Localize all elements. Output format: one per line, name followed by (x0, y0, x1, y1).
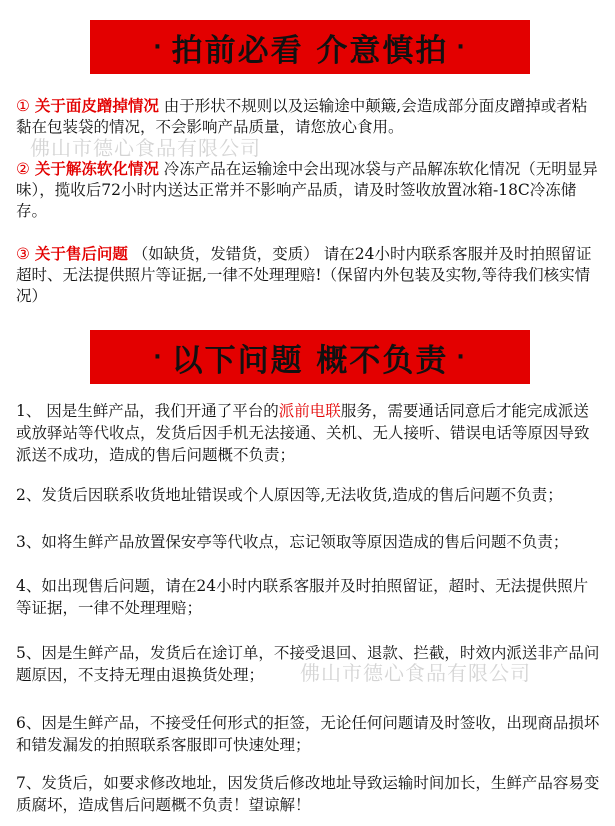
rule-item-6 (16, 712, 602, 756)
rule-text: 6、因是生鲜产品，不接受任何形式的拒签，无论任何问题请及时签收，出现商品损坏和错发漏发的拍照联系客服即可快速处理； (16, 714, 600, 754)
rule-text: 4、如出现售后问题，请在24小时内联系客服并及时拍照留证，超时、无法提供照片等证据，一律不处理理赔； (16, 577, 589, 617)
banner-title: 以下问题 概不负责 (171, 342, 449, 379)
watermark-top: 佛山市德心食品有限公司 (30, 136, 261, 160)
notice-body: 冷冻产品在运输途中会出现冰袋与产品解冻软化情况（无明显异味），揽收后72小时内送达正常并不影响产品质，请及时签收放置冰箱-18C冷冻储存。 (16, 160, 598, 220)
banner-dot-right: · (456, 344, 467, 370)
rule-item-2 (16, 484, 602, 506)
notice-number: ② (16, 160, 30, 178)
rule-text-tail: 服务，需要通话同意后才能完成派送或放驿站等代收点，发货后因手机无法接通、关机、无人接听、错误电话等原因导致派送不成功，造成的售后问题概不负责； (16, 402, 590, 464)
notice-item-1 (16, 95, 602, 138)
rule-text: 3、如将生鲜产品放置保安亭等代收点，忘记领取等原因造成的售后问题不负责； (16, 533, 569, 551)
notice-item-3 (16, 243, 602, 307)
watermark-bottom: 佛山市德心食品有限公司 (300, 661, 531, 685)
rule-item-5 (16, 642, 602, 686)
notice-heading: 关于面皮蹭掉情况 (34, 96, 159, 115)
banner-dot-left: · (153, 34, 164, 60)
banner-dot-right: · (456, 34, 467, 60)
rule-highlight: 派前电联 (278, 402, 341, 420)
banner-must-read (90, 20, 530, 74)
banner-dot-left: · (153, 344, 164, 370)
rule-text: 5、因是生鲜产品，发货后在途订单，不接受退回、退款、拦截，时效内派送非产品问题原因，不支持无理由退换货处理； (16, 644, 600, 684)
notice-item-2 (16, 158, 602, 222)
notice-body: 由于形状不规则以及运输途中颠簸,会造成部分面皮蹭掉或者粘黏在包装袋的情况，不会影响产品质量，请您放心食用。 (16, 97, 588, 136)
rule-text: 7、发货后，如要求修改地址，因发货后修改地址导致运输时间加长，生鲜产品容易变质腐坏，造成售后问题概不负责！望谅解！ (16, 774, 600, 814)
rule-item-4 (16, 575, 602, 619)
rule-item-1 (16, 400, 602, 466)
notice-heading: 关于售后问题 (34, 244, 128, 263)
rule-item-3 (16, 531, 602, 553)
notice-number: ③ (16, 245, 30, 263)
notice-number: ① (16, 97, 30, 115)
banner-title: 拍前必看 介意慎拍 (171, 32, 449, 69)
notice-body: （如缺货，发错货，变质） 请在24小时内联系客服并及时拍照留证超时、无法提供照片等证据,一律不处理理赔!（保留内外包装及实物,等待我们核实情况） (16, 245, 592, 305)
rule-text: 1、 因是生鲜产品，我们开通了平台的 (16, 402, 279, 420)
notice-heading: 关于解冻软化情况 (34, 159, 159, 178)
banner-not-responsible (90, 330, 530, 384)
rule-item-7 (16, 772, 602, 816)
rule-text: 2、发货后因联系收货地址错误或个人原因等,无法收货,造成的售后问题不负责； (16, 486, 563, 504)
